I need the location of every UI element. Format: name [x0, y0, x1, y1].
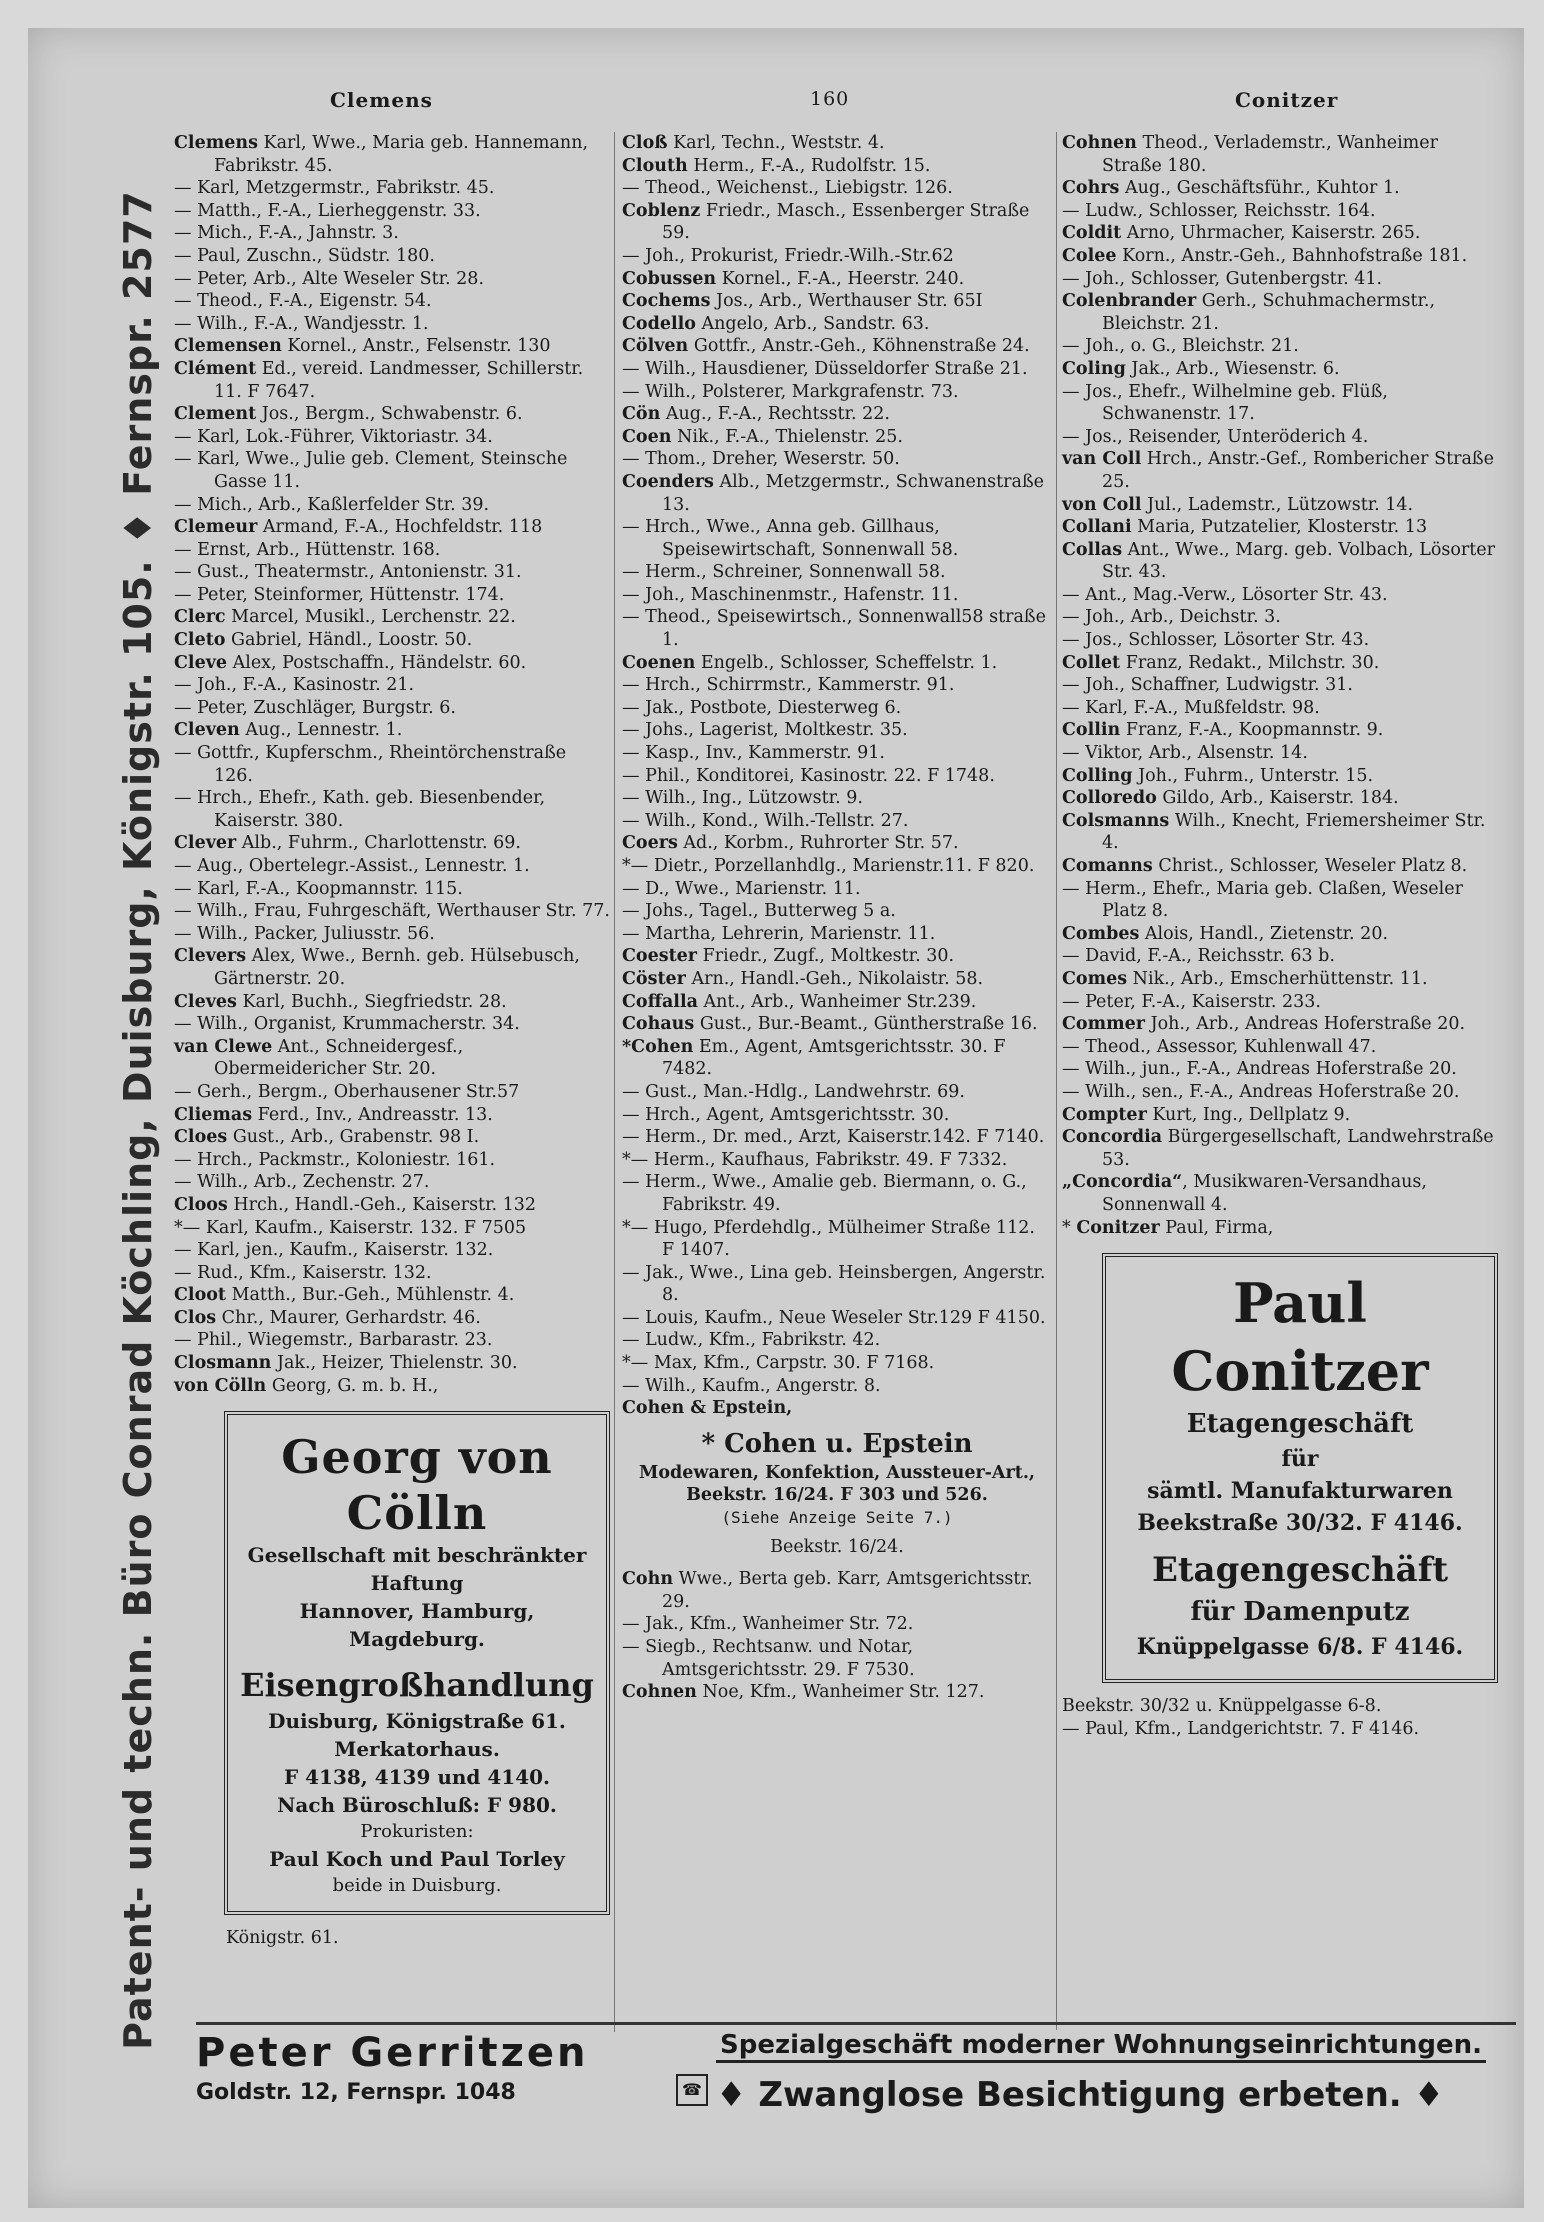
advert-line: ♦ Zwanglose Besichtigung erbeten. ♦ — [716, 2075, 1445, 2115]
list-item: — Gust., Theatermstr., Antonienstr. 31. — [174, 562, 522, 583]
list-item: — Thom., Dreher, Weserstr. 50. — [622, 449, 900, 470]
list-item: Concordia Bürgergesellschaft, Landwehrstraße 53. — [1062, 1127, 1500, 1170]
list-item: — Theod., Speisewirtsch., Sonnenwall58 straße 1. — [622, 607, 1052, 651]
advert-cohen-epstein — [622, 1426, 1052, 1558]
list-item: — Viktor, Arb., Alsenstr. 14. — [1062, 743, 1308, 764]
list-item: — Jos., Schlosser, Lösorter Str. 43. — [1062, 630, 1370, 651]
list-item: — Herm., Dr. med., Arzt, Kaiserstr.142. F 7140. — [622, 1127, 1045, 1148]
list-item: — Hrch., Wwe., Anna geb. Gillhaus, Speisewirtschaft, Sonnenwall 58. — [622, 517, 959, 560]
list-item: — Mich., F.-A., Jahnstr. 3. — [174, 223, 399, 244]
list-item: — Wilh., jun., F.-A., Andreas Hoferstraße 20. — [1062, 1059, 1457, 1080]
list-item: — Hrch., Schirrmstr., Kammerstr. 91. — [622, 675, 955, 696]
advert-line: Beekstraße 30/32. F 4146. — [1137, 1510, 1463, 1537]
list-item: — Peter, Zuschläger, Burgstr. 6. — [174, 697, 456, 718]
list-item: — Karl, F.-A., Koopmannstr. 115. — [174, 878, 463, 899]
list-item: Cön Aug., F.-A., Rechtsstr. 22. — [622, 404, 890, 425]
list-item: *Cohen Em., Agent, Amtsgerichtsstr. 30. F 7482. — [622, 1036, 1012, 1080]
side-advert-strip — [88, 120, 188, 2120]
list-item: Clerc Marcel, Musikl., Lerchenstr. 22. — [174, 607, 516, 628]
list-item: — Jak., Kfm., Wanheimer Str. 72. — [622, 1614, 914, 1635]
list-item: — Wilh., Arb., Zechenstr. 27. — [174, 1172, 430, 1193]
list-item: — Wilh., sen., F.-A., Andreas Hoferstraße 20. — [1062, 1081, 1460, 1102]
list-item: Collin Franz, F.-A., Koopmannstr. 9. — [1062, 720, 1384, 741]
list-item: — Jak., Wwe., Lina geb. Heinsbergen, Angerstr. 8. — [622, 1262, 1051, 1306]
list-item: Colsmanns Wilh., Knecht, Friemersheimer Str. 4. — [1062, 810, 1492, 854]
list-item: — Theod., Weichenst., Liebigstr. 126. — [622, 178, 953, 199]
list-item: — Ernst, Arb., Hüttenstr. 168. — [174, 539, 441, 560]
list-item: — Theod., Assessor, Kuhlenwall 47. — [1062, 1036, 1377, 1057]
divider — [196, 2022, 1516, 2025]
advert-line: Knüppelgasse 6/8. F 4146. — [1136, 1634, 1464, 1661]
list-item: Cohnen Noe, Kfm., Wanheimer Str. 127. — [622, 1682, 985, 1703]
list-item: Cleven Aug., Lennestr. 1. — [174, 720, 403, 741]
advert-title: * Cohen u. Epstein — [701, 1428, 973, 1459]
list-item: — Matth., F.-A., Lierheggenstr. 33. — [174, 200, 481, 221]
list-item: Collas Ant., Wwe., Marg. geb. Volbach, Lösorter Str. 43. — [1062, 539, 1501, 583]
list-item: — Joh., Schlosser, Gutenbergstr. 41. — [1062, 268, 1383, 289]
advert-line: Paul Koch und Paul Torley — [269, 1847, 565, 1872]
list-item: von Coll Jul., Lademstr., Lützowstr. 14. — [1062, 494, 1414, 515]
list-item: Coenen Engelb., Schlosser, Scheffelstr. 1. — [622, 652, 998, 673]
list-item: — Wilh., Packer, Juliusstr. 56. — [174, 923, 435, 944]
list-item: *— Herm., Kaufhaus, Fabrikstr. 49. F 7332. — [622, 1149, 1008, 1170]
list-item: Cloot Matth., Bur.-Geh., Mühlenstr. 4. — [174, 1285, 515, 1306]
list-item: Clement Jos., Bergm., Schwabenstr. 6. — [174, 404, 523, 425]
advert-line: Nach Büroschluß: F 980. — [277, 1793, 557, 1818]
column-3 — [1062, 132, 1501, 1740]
list-item: — Jak., Postbote, Diesterweg 6. — [622, 697, 902, 718]
list-item: Königstr. 61. — [226, 1928, 339, 1949]
list-item: — Martha, Lehrerin, Marienstr. 11. — [622, 923, 936, 944]
column-3-entries — [1062, 132, 1501, 1239]
advert-line: für — [1281, 1446, 1319, 1473]
list-item: Collani Maria, Putzatelier, Klosterstr. 13 — [1062, 517, 1428, 538]
list-item: * Conitzer Paul, Firma, — [1062, 1217, 1274, 1238]
list-item: *— Hugo, Pferdehdlg., Mülheimer Straße 112. F 1407. — [622, 1217, 1041, 1261]
list-item: — Jos., Ehefr., Wilhelmine geb. Flüß, Schwanenstr. 17. — [1062, 381, 1394, 425]
list-item: Cliemas Ferd., Inv., Andreasstr. 13. — [174, 1104, 493, 1125]
list-item: Combes Alois, Handl., Zietenstr. 20. — [1062, 923, 1389, 944]
advert-line: für Damenputz — [1190, 1597, 1410, 1628]
list-item: — Rud., Kfm., Kaiserstr. 132. — [174, 1262, 432, 1283]
advert-line: Gesellschaft mit beschränkter Haftung — [247, 1543, 587, 1596]
list-item: — Ludw., Schlosser, Reichsstr. 164. — [1062, 200, 1376, 221]
list-item: Cloß Karl, Techn., Weststr. 4. — [622, 133, 885, 153]
list-item: „Concordia“, Musikwaren-Versandhaus, Sonnenwall 4. — [1062, 1172, 1433, 1215]
list-item: Comes Nik., Arb., Emscherhüttenstr. 11. — [1062, 968, 1428, 989]
list-item: — D., Wwe., Marienstr. 11. — [622, 878, 861, 899]
list-item: Clemensen Kornel., Anstr., Felsenstr. 130 — [174, 336, 551, 357]
list-item: — Siegb., Rechtsanw. und Notar, Amtsgerichtsstr. 29. F 7530. — [622, 1637, 919, 1680]
list-item: Clemeur Armand, F.-A., Hochfeldstr. 118 — [174, 517, 543, 538]
list-item: — Wilh., Polsterer, Markgrafenstr. 73. — [622, 381, 959, 402]
list-item: Cohnen Theod., Verlademstr., Wanheimer Straße 180. — [1062, 133, 1444, 176]
list-item: Beekstr. 30/32 u. Knüppelgasse 6-8. — [1062, 1696, 1382, 1717]
list-item: Cölven Gottfr., Anstr.-Geh., Köhnenstraße 24. — [622, 336, 1030, 357]
list-item: Cloes Gust., Arb., Grabenstr. 98 I. — [174, 1127, 480, 1148]
advert-georg-von-coelln — [224, 1411, 610, 1915]
list-item: Clouth Herm., F.-A., Rudolfstr. 15. — [622, 155, 931, 176]
column-2-entries-end — [622, 1568, 1052, 1704]
list-item: Cohrs Aug., Geschäftsführ., Kuhtor 1. — [1062, 178, 1400, 199]
advert-paul-conitzer — [1102, 1253, 1498, 1683]
list-item: — Herm., Ehefr., Maria geb. Claßen, Weseler Platz 8. — [1062, 878, 1469, 922]
list-item: Colee Korn., Anstr.-Geh., Bahnhofstraße 181. — [1062, 245, 1468, 266]
list-item: — Joh., Schaffner, Ludwigstr. 31. — [1062, 675, 1353, 696]
list-item: — Karl, F.-A., Mußfeldstr. 98. — [1062, 697, 1320, 718]
list-item: — Wilh., Frau, Fuhrgeschäft, Werthauser Str. 77. — [174, 901, 610, 922]
advert-line: F 4138, 4139 und 4140. — [283, 1765, 551, 1790]
advert-title: Spezialgeschäft moderner Wohnungseinrichtungen. — [716, 2030, 1486, 2063]
list-item: — Gust., Man.-Hdlg., Landwehrstr. 69. — [622, 1081, 965, 1102]
list-item: — Hrch., Ehefr., Kath. geb. Biesenbender, Kaiserstr. 380. — [174, 788, 551, 831]
list-item: Coester Friedr., Zugf., Moltkestr. 30. — [622, 946, 955, 967]
list-item: — Paul, Zuschn., Südstr. 180. — [174, 245, 435, 266]
advert-line: Modewaren, Konfektion, Aussteuer-Art., Beekstr. 16/24. F 303 und 526. — [638, 1462, 1036, 1506]
list-item: Cleve Alex, Postschaffn., Händelstr. 60. — [174, 652, 527, 673]
list-item: — Phil., Konditorei, Kasinostr. 22. F 1748. — [622, 765, 995, 786]
list-item: — Peter, Steinformer, Hüttenstr. 174. — [174, 584, 505, 605]
list-item: — Peter, F.-A., Kaiserstr. 233. — [1062, 991, 1321, 1012]
list-item: Coling Jak., Arb., Wiesenstr. 6. — [1062, 358, 1340, 379]
advert-line: Goldstr. 12, Fernspr. 1048 — [196, 2080, 516, 2105]
list-item: Cohn Wwe., Berta geb. Karr, Amtsgerichtsstr. 29. — [622, 1569, 1039, 1612]
list-item: Colloredo Gildo, Arb., Kaiserstr. 184. — [1062, 788, 1399, 809]
list-item: — Peter, Arb., Alte Weseler Str. 28. — [174, 268, 485, 289]
list-item: Coers Ad., Korbm., Ruhrorter Str. 57. — [622, 833, 959, 854]
list-item: — Gerh., Bergm., Oberhausener Str.57 — [174, 1081, 520, 1102]
list-item: Comanns Christ., Schlosser, Weseler Platz 8. — [1062, 856, 1468, 876]
list-item: — Karl, jen., Kaufm., Kaiserstr. 132. — [174, 1240, 494, 1261]
advert-line: Beekstr. 16/24. — [770, 1536, 904, 1557]
list-item: Coldit Arno, Uhrmacher, Kaiserstr. 265. — [1062, 223, 1421, 244]
advert-line: Prokuristen: — [360, 1821, 474, 1843]
list-item: Coffalla Ant., Arb., Wanheimer Str.239. — [622, 991, 977, 1012]
list-item: — Wilh., Kond., Wilh.-Tellstr. 27. — [622, 810, 909, 831]
header-left-keyword: Clemens — [330, 88, 433, 112]
list-item: Cleto Gabriel, Händl., Loostr. 50. — [174, 630, 473, 651]
list-item: von Cölln Georg, G. m. b. H., — [174, 1375, 439, 1396]
list-item: — Kasp., Inv., Kammerstr. 91. — [622, 743, 885, 764]
list-item: Cloos Hrch., Handl.-Geh., Kaiserstr. 132 — [174, 1194, 537, 1215]
advert-line: (Siehe Anzeige Seite 7.) — [721, 1508, 953, 1528]
list-item: Clément Ed., vereid. Landmesser, Schillerstr. 11. F 7647. — [174, 358, 589, 402]
list-item: Clos Chr., Maurer, Gerhardstr. 46. — [174, 1307, 481, 1328]
list-item: — Jos., Reisender, Unteröderich 4. — [1062, 426, 1369, 447]
list-item: Cobussen Kornel., F.-A., Heerstr. 240. — [622, 268, 965, 289]
advert-title: Paul Conitzer — [1171, 1271, 1429, 1404]
column-separator — [1056, 132, 1057, 2032]
advert-title-secondary: Eisengroßhandlung — [240, 1666, 594, 1705]
list-item: Clemens Karl, Wwe., Maria geb. Hannemann, Fabrikstr. 45. — [174, 133, 594, 176]
advert-spezialgeschaeft — [716, 2030, 1516, 2140]
column-1-entries — [174, 132, 610, 1397]
list-item: Clevers Alex, Wwe., Bernh. geb. Hülsebusch, Gärtnerstr. 20. — [174, 946, 586, 989]
list-item: — Herm., Schreiner, Sonnenwall 58. — [622, 562, 946, 583]
list-item: *— Max, Kfm., Carpstr. 30. F 7168. — [622, 1353, 935, 1374]
column-2 — [622, 132, 1052, 1704]
list-item: Cohen & Epstein, — [622, 1398, 793, 1419]
list-item: — Joh., Prokurist, Friedr.-Wilh.-Str.62 — [622, 245, 954, 266]
list-item: Closmann Jak., Heizer, Thielenstr. 30. — [174, 1353, 518, 1374]
list-item: Colenbrander Gerh., Schuhmachermstr., Bleichstr. 21. — [1062, 291, 1441, 334]
list-item: Cochems Jos., Arb., Werthauser Str. 65I — [622, 291, 983, 312]
list-item: — Karl, Metzgermstr., Fabrikstr. 45. — [174, 178, 495, 199]
list-item: — Mich., Arb., Kaßlerfelder Str. 39. — [174, 494, 490, 515]
list-item: Collet Franz, Redakt., Milchstr. 30. — [1062, 652, 1380, 673]
list-item: — Wilh., Hausdiener, Düsseldorfer Straße 21. — [622, 358, 1028, 379]
side-advert-text: Patent- und techn. Büro Conrad Köchling, Duisburg, Königstr. 105. ♦ Fernspr. 2577 — [116, 190, 160, 2050]
advert-title: Peter Gerritzen — [196, 2030, 589, 2076]
list-item: — Karl, Wwe., Julie geb. Clement, Steinsche Gasse 11. — [174, 449, 573, 492]
list-item: Commer Joh., Arb., Andreas Hoferstraße 20. — [1062, 1014, 1466, 1035]
advert-line: Duisburg, Königstraße 61. — [268, 1709, 566, 1734]
list-item: van Clewe Ant., Schneidergesf., Obermeidericher Str. 20. — [174, 1036, 469, 1080]
list-item: — Joh., o. G., Bleichstr. 21. — [1062, 336, 1299, 357]
list-item: — Hrch., Agent, Amtsgerichtsstr. 30. — [622, 1104, 950, 1125]
list-item: — Joh., F.-A., Kasinostr. 21. — [174, 675, 415, 696]
telephone-icon: ☎ — [676, 2074, 708, 2106]
column-2-entries — [622, 132, 1052, 1420]
list-item: Colling Joh., Fuhrm., Unterstr. 15. — [1062, 765, 1374, 786]
page-number: 160 — [810, 88, 850, 110]
header-right-keyword: Conitzer — [1235, 88, 1339, 112]
column-separator — [614, 132, 615, 2032]
list-item: — David, F.-A., Reichsstr. 63 b. — [1062, 946, 1335, 967]
list-item: Codello Angelo, Arb., Sandstr. 63. — [622, 313, 930, 334]
list-item: Cohaus Gust., Bur.-Beamt., Güntherstraße 16. — [622, 1014, 1038, 1035]
list-item: Coenders Alb., Metzgermstr., Schwanenstraße 13. — [622, 471, 1050, 515]
list-item: — Gottfr., Kupferschm., Rheintörchenstraße 126. — [174, 743, 572, 786]
advert-line: beide in Duisburg. — [332, 1875, 502, 1897]
list-item: *— Karl, Kaufm., Kaiserstr. 132. F 7505 — [174, 1217, 527, 1238]
list-item: — Louis, Kaufm., Neue Weseler Str.129 F 4150. — [622, 1307, 1046, 1328]
list-item: Cleves Karl, Buchh., Siegfriedstr. 28. — [174, 991, 507, 1012]
list-item: — Herm., Wwe., Amalie geb. Biermann, o. G., Fabrikstr. 49. — [622, 1172, 1033, 1215]
list-item: — Ant., Mag.-Verw., Lösorter Str. 43. — [1062, 584, 1388, 605]
list-item: Coblenz Friedr., Masch., Essenberger Straße 59. — [622, 200, 1035, 244]
column-3-entries-end — [1062, 1695, 1498, 1740]
list-item: — Johs., Tagel., Butterweg 5 a. — [622, 901, 896, 922]
advert-line: Etagengeschäft — [1186, 1409, 1414, 1440]
list-item: — Hrch., Packmstr., Koloniestr. 161. — [174, 1149, 496, 1170]
list-item: — Johs., Lagerist, Moltkestr. 35. — [622, 720, 908, 741]
list-item: — Ludw., Kfm., Fabrikstr. 42. — [622, 1330, 881, 1351]
advert-title-secondary: Etagengeschäft — [1151, 1550, 1449, 1591]
list-item: — Wilh., F.-A., Wandjesstr. 1. — [174, 313, 429, 334]
list-item: Clever Alb., Fuhrm., Charlottenstr. 69. — [174, 833, 521, 854]
list-item: — Phil., Wiegemstr., Barbarastr. 23. — [174, 1330, 493, 1351]
list-item: — Paul, Kfm., Landgerichtstr. 7. F 4146. — [1062, 1718, 1420, 1739]
advert-line: Merkatorhaus. — [334, 1737, 500, 1762]
list-item: Compter Kurt, Ing., Dellplatz 9. — [1062, 1104, 1351, 1125]
list-item: — Joh., Maschinenmstr., Hafenstr. 11. — [622, 584, 959, 605]
advert-peter-gerritzen — [196, 2030, 666, 2140]
advert-line: sämtl. Manufakturwaren — [1147, 1478, 1453, 1505]
bottom-banner — [196, 2030, 1516, 2140]
page-header — [170, 88, 1500, 128]
list-item: Cöster Arn., Handl.-Geh., Nikolaistr. 58. — [622, 968, 984, 989]
list-item: Coen Nik., F.-A., Thielenstr. 25. — [622, 426, 903, 447]
list-item: — Karl, Lok.-Führer, Viktoriastr. 34. — [174, 426, 493, 447]
advert-title: Georg von Cölln — [281, 1430, 553, 1541]
column-1 — [174, 132, 610, 1950]
list-item: — Theod., F.-A., Eigenstr. 54. — [174, 291, 432, 312]
advert-line: Hannover, Hamburg, Magdeburg. — [299, 1599, 535, 1652]
list-item: — Wilh., Ing., Lützowstr. 9. — [622, 788, 863, 809]
list-item: *— Dietr., Porzellanhdlg., Marienstr.11. F 820. — [622, 856, 1035, 876]
list-item: — Aug., Obertelegr.-Assist., Lennestr. 1. — [174, 856, 530, 876]
list-item: — Wilh., Kaufm., Angerstr. 8. — [622, 1375, 881, 1396]
list-item: — Joh., Arb., Deichstr. 3. — [1062, 607, 1281, 628]
list-item: van Coll Hrch., Anstr.-Gef., Rombericher Straße 25. — [1062, 449, 1500, 492]
list-item: — Wilh., Organist, Krummacherstr. 34. — [174, 1014, 520, 1035]
